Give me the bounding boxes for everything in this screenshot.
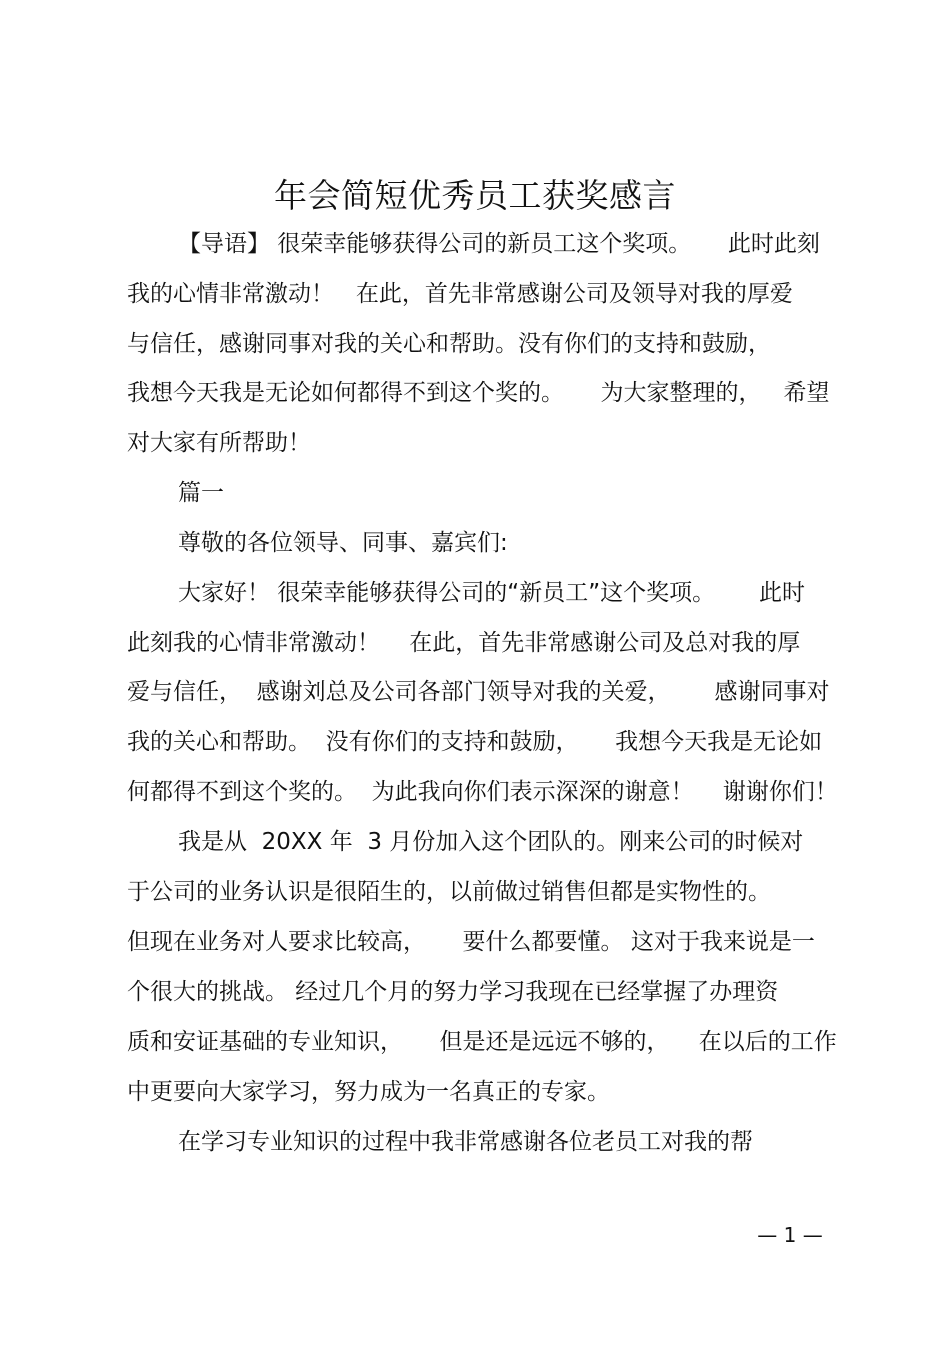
- text-line: 与信任，感谢同事对我的关心和帮助。没有你们的支持和鼓励，: [127, 331, 771, 357]
- section-heading: 篇一: [178, 480, 224, 506]
- text-line: 【导语】 很荣幸能够获得公司的新员工这个奖项。 此时此刻: [178, 231, 820, 257]
- text-line: 中更要向大家学习，努力成为一名真正的专家。: [127, 1079, 610, 1105]
- text-line: 何都得不到这个奖的。 为此我向你们表示深深的谢意！ 谢谢你们！: [127, 779, 838, 805]
- text-line: 质和安证基础的专业知识， 但是还是远远不够的， 在以后的工作: [127, 1029, 837, 1055]
- text-line: 我的心情非常激动！ 在此，首先非常感谢公司及领导对我的厚爱: [127, 281, 793, 307]
- page-number: — 1 —: [757, 1223, 823, 1247]
- text-line: 在学习专业知识的过程中我非常感谢各位老员工对我的帮: [178, 1129, 753, 1155]
- text-line: 我的关心和帮助。 没有你们的支持和鼓励， 我想今天我是无论如: [127, 729, 823, 755]
- text-line: 于公司的业务认识是很陌生的，以前做过销售但都是实物性的。: [127, 879, 771, 905]
- text-line: 我是从 20XX 年 3 月份加入这个团队的。刚来公司的时候对: [178, 829, 804, 855]
- text-line: 爱与信任， 感谢刘总及公司各部门领导对我的关爱， 感谢同事对: [127, 679, 830, 705]
- document-title: 年会简短优秀员工获奖感言: [274, 176, 676, 215]
- text-line: 个很大的挑战。 经过几个月的努力学习我现在已经掌握了办理资: [127, 979, 779, 1005]
- text-line: 对大家有所帮助！: [127, 430, 311, 456]
- text-line: 我想今天我是无论如何都得不到这个奖的。 为大家整理的， 希望: [127, 380, 830, 406]
- text-line: 但现在业务对人要求比较高， 要什么都要懂。 这对于我来说是一: [127, 929, 815, 955]
- salutation: 尊敬的各位领导、同事、嘉宾们:: [178, 530, 508, 556]
- text-line: 大家好！ 很荣幸能够获得公司的“新员工”这个奖项。 此时: [178, 580, 806, 606]
- text-line: 此刻我的心情非常激动！ 在此，首先非常感谢公司及总对我的厚: [127, 630, 801, 656]
